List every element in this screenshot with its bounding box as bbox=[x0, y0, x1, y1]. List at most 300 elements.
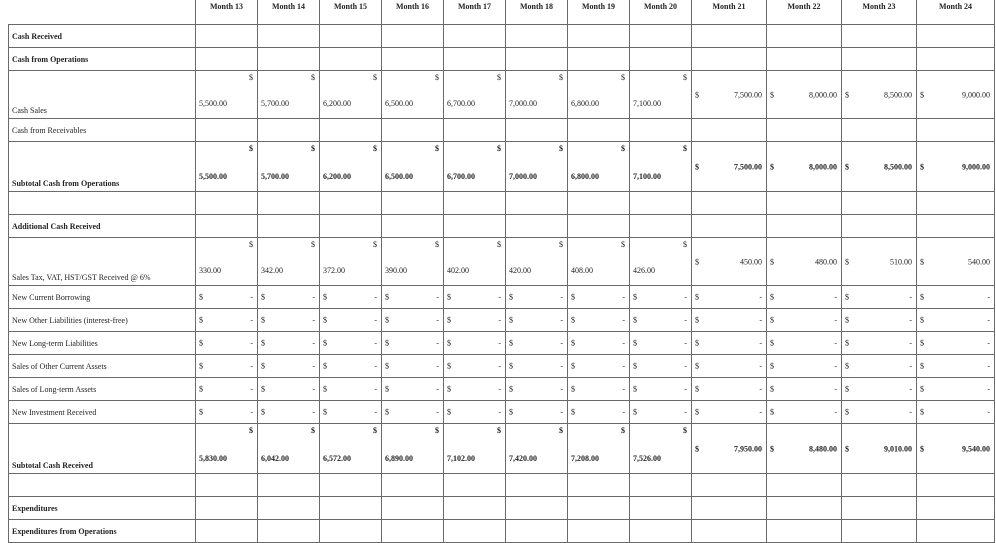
dash-value: - bbox=[312, 315, 315, 325]
dash-value: - bbox=[250, 338, 253, 348]
currency-symbol: $ bbox=[845, 315, 849, 325]
money-cell bbox=[692, 309, 767, 332]
dash-value: - bbox=[374, 384, 377, 394]
currency-symbol: $ bbox=[199, 338, 203, 348]
dash-value: - bbox=[759, 315, 762, 325]
money-cell bbox=[842, 71, 917, 119]
currency-symbol: $ bbox=[385, 315, 389, 325]
empty-cell bbox=[692, 192, 767, 215]
dash-value: - bbox=[622, 384, 625, 394]
expenditures-label: Expenditures bbox=[9, 497, 196, 520]
dash-value: - bbox=[560, 338, 563, 348]
month-header: Month 20 bbox=[630, 0, 692, 25]
empty-cell bbox=[506, 48, 568, 71]
currency-symbol: $ bbox=[571, 338, 575, 348]
table-row bbox=[9, 424, 995, 474]
empty-cell bbox=[767, 215, 842, 238]
dash-value: - bbox=[834, 315, 837, 325]
currency-symbol: $ bbox=[261, 361, 265, 371]
currency-symbol: $ bbox=[920, 162, 924, 171]
money-cell bbox=[842, 424, 917, 474]
dash-value: - bbox=[987, 315, 990, 325]
additional-cash-received-label: Additional Cash Received bbox=[9, 215, 196, 238]
empty-cell bbox=[9, 474, 196, 497]
amount-value: 390.00 bbox=[385, 266, 407, 275]
money-cell bbox=[506, 286, 568, 309]
amount-value: 7,500.00 bbox=[734, 162, 762, 171]
dash-value: - bbox=[987, 338, 990, 348]
currency-symbol: $ bbox=[571, 407, 575, 417]
money-cell bbox=[917, 286, 995, 309]
amount-value: 5,500.00 bbox=[199, 99, 227, 108]
empty-cell bbox=[568, 520, 630, 543]
dash-value: - bbox=[436, 407, 439, 417]
currency-symbol: $ bbox=[385, 384, 389, 394]
dash-value: - bbox=[312, 407, 315, 417]
dash-value: - bbox=[909, 338, 912, 348]
empty-cell bbox=[196, 119, 258, 142]
cash-from-operations-label: Cash from Operations bbox=[9, 48, 196, 71]
spacer-row bbox=[9, 474, 995, 497]
money-cell bbox=[692, 355, 767, 378]
empty-cell bbox=[692, 48, 767, 71]
money-cell bbox=[382, 424, 444, 474]
empty-cell bbox=[258, 192, 320, 215]
dash-value: - bbox=[250, 407, 253, 417]
currency-symbol: $ bbox=[435, 426, 439, 435]
currency-symbol: $ bbox=[559, 426, 563, 435]
empty-cell bbox=[506, 192, 568, 215]
empty-cell bbox=[382, 474, 444, 497]
dash-value: - bbox=[909, 315, 912, 325]
money-cell bbox=[842, 401, 917, 424]
month-header: Month 23 bbox=[842, 0, 917, 25]
money-cell bbox=[258, 71, 320, 119]
currency-symbol: $ bbox=[373, 426, 377, 435]
month-header: Month 21 bbox=[692, 0, 767, 25]
additional-cash-received-row bbox=[9, 215, 995, 238]
currency-symbol: $ bbox=[633, 407, 637, 417]
dash-value: - bbox=[834, 384, 837, 394]
month-header: Month 22 bbox=[767, 0, 842, 25]
dash-value: - bbox=[498, 361, 501, 371]
empty-cell bbox=[444, 497, 506, 520]
currency-symbol: $ bbox=[633, 361, 637, 371]
money-cell bbox=[196, 355, 258, 378]
money-cell bbox=[258, 378, 320, 401]
empty-cell bbox=[842, 48, 917, 71]
cash-received-label: Cash Received bbox=[9, 25, 196, 48]
empty-cell bbox=[917, 215, 995, 238]
cash-sales-label: Cash Sales bbox=[9, 71, 196, 119]
dash-value: - bbox=[759, 407, 762, 417]
money-cell bbox=[767, 355, 842, 378]
amount-value: 7,208.00 bbox=[571, 454, 599, 463]
currency-symbol: $ bbox=[447, 384, 451, 394]
table-row bbox=[9, 286, 995, 309]
currency-symbol: $ bbox=[695, 407, 699, 417]
money-cell bbox=[258, 142, 320, 192]
currency-symbol: $ bbox=[683, 240, 687, 249]
dash-value: - bbox=[436, 292, 439, 302]
currency-symbol: $ bbox=[311, 426, 315, 435]
currency-symbol: $ bbox=[249, 240, 253, 249]
dash-value: - bbox=[909, 407, 912, 417]
money-cell bbox=[767, 332, 842, 355]
currency-symbol: $ bbox=[621, 426, 625, 435]
currency-symbol: $ bbox=[249, 144, 253, 153]
currency-symbol: $ bbox=[323, 315, 327, 325]
empty-cell bbox=[917, 520, 995, 543]
empty-cell bbox=[692, 215, 767, 238]
amount-value: 450.00 bbox=[740, 257, 762, 266]
currency-symbol: $ bbox=[920, 361, 924, 371]
money-cell bbox=[568, 378, 630, 401]
money-cell bbox=[568, 238, 630, 286]
sales-tax-label: Sales Tax, VAT, HST/GST Received @ 6% bbox=[9, 238, 196, 286]
empty-cell bbox=[506, 497, 568, 520]
currency-symbol: $ bbox=[323, 292, 327, 302]
empty-cell bbox=[767, 48, 842, 71]
currency-symbol: $ bbox=[249, 426, 253, 435]
new-investment-received-label: New Investment Received bbox=[9, 401, 196, 424]
currency-symbol: $ bbox=[683, 426, 687, 435]
cash-from-operations-row bbox=[9, 48, 995, 71]
empty-cell bbox=[630, 25, 692, 48]
currency-symbol: $ bbox=[845, 162, 849, 171]
money-cell bbox=[320, 309, 382, 332]
money-cell bbox=[382, 309, 444, 332]
currency-symbol: $ bbox=[633, 315, 637, 325]
currency-symbol: $ bbox=[373, 240, 377, 249]
money-cell bbox=[917, 401, 995, 424]
amount-value: 5,700.00 bbox=[261, 172, 289, 181]
currency-symbol: $ bbox=[571, 292, 575, 302]
currency-symbol: $ bbox=[571, 361, 575, 371]
currency-symbol: $ bbox=[373, 73, 377, 82]
table-row bbox=[9, 378, 995, 401]
money-cell bbox=[917, 238, 995, 286]
amount-value: 9,010.00 bbox=[884, 444, 912, 453]
money-cell bbox=[767, 378, 842, 401]
currency-symbol: $ bbox=[447, 292, 451, 302]
currency-symbol: $ bbox=[447, 361, 451, 371]
table-row bbox=[9, 309, 995, 332]
money-cell bbox=[692, 332, 767, 355]
empty-cell bbox=[444, 119, 506, 142]
table-row bbox=[9, 401, 995, 424]
money-cell bbox=[258, 424, 320, 474]
currency-symbol: $ bbox=[199, 361, 203, 371]
dash-value: - bbox=[498, 338, 501, 348]
empty-cell bbox=[506, 119, 568, 142]
currency-symbol: $ bbox=[249, 73, 253, 82]
dash-value: - bbox=[374, 407, 377, 417]
amount-value: 8,480.00 bbox=[809, 444, 837, 453]
empty-cell bbox=[196, 497, 258, 520]
money-cell bbox=[917, 332, 995, 355]
amount-value: 5,700.00 bbox=[261, 99, 289, 108]
dash-value: - bbox=[498, 292, 501, 302]
currency-symbol: $ bbox=[199, 384, 203, 394]
dash-value: - bbox=[987, 407, 990, 417]
currency-symbol: $ bbox=[385, 292, 389, 302]
empty-cell bbox=[917, 474, 995, 497]
currency-symbol: $ bbox=[509, 384, 513, 394]
money-cell bbox=[506, 71, 568, 119]
empty-cell bbox=[842, 215, 917, 238]
empty-cell bbox=[258, 474, 320, 497]
amount-value: 420.00 bbox=[509, 266, 531, 275]
empty-cell bbox=[382, 25, 444, 48]
empty-cell bbox=[917, 192, 995, 215]
amount-value: 372.00 bbox=[323, 266, 345, 275]
empty-cell bbox=[630, 520, 692, 543]
money-cell bbox=[444, 309, 506, 332]
money-cell bbox=[692, 286, 767, 309]
currency-symbol: $ bbox=[385, 407, 389, 417]
empty-cell bbox=[568, 48, 630, 71]
money-cell bbox=[917, 355, 995, 378]
empty-cell bbox=[9, 192, 196, 215]
money-cell bbox=[842, 142, 917, 192]
money-cell bbox=[842, 332, 917, 355]
money-cell bbox=[917, 71, 995, 119]
money-cell bbox=[506, 424, 568, 474]
empty-cell bbox=[568, 497, 630, 520]
currency-symbol: $ bbox=[695, 162, 699, 171]
empty-cell bbox=[842, 192, 917, 215]
currency-symbol: $ bbox=[435, 144, 439, 153]
currency-symbol: $ bbox=[323, 338, 327, 348]
dash-value: - bbox=[560, 407, 563, 417]
money-cell bbox=[382, 286, 444, 309]
currency-symbol: $ bbox=[920, 338, 924, 348]
expenditures-from-operations-label: Expenditures from Operations bbox=[9, 520, 196, 543]
currency-symbol: $ bbox=[845, 257, 849, 266]
amount-value: 9,000.00 bbox=[962, 90, 990, 99]
cash-from-receivables-row bbox=[9, 119, 995, 142]
empty-cell bbox=[767, 520, 842, 543]
money-cell bbox=[568, 286, 630, 309]
money-cell bbox=[767, 286, 842, 309]
money-cell bbox=[320, 238, 382, 286]
money-cell bbox=[320, 142, 382, 192]
month-header: Month 14 bbox=[258, 0, 320, 25]
currency-symbol: $ bbox=[845, 361, 849, 371]
currency-symbol: $ bbox=[261, 315, 265, 325]
money-cell bbox=[630, 309, 692, 332]
currency-symbol: $ bbox=[323, 407, 327, 417]
dash-value: - bbox=[250, 292, 253, 302]
currency-symbol: $ bbox=[845, 384, 849, 394]
currency-symbol: $ bbox=[497, 240, 501, 249]
currency-symbol: $ bbox=[447, 315, 451, 325]
amount-value: 7,000.00 bbox=[509, 172, 537, 181]
currency-symbol: $ bbox=[920, 444, 924, 453]
money-cell bbox=[444, 238, 506, 286]
money-cell bbox=[506, 332, 568, 355]
amount-value: 408.00 bbox=[571, 266, 593, 275]
dash-value: - bbox=[560, 292, 563, 302]
money-cell bbox=[196, 71, 258, 119]
money-cell bbox=[767, 238, 842, 286]
corner-cell bbox=[9, 0, 196, 25]
empty-cell bbox=[630, 474, 692, 497]
dash-value: - bbox=[909, 384, 912, 394]
money-cell bbox=[692, 401, 767, 424]
currency-symbol: $ bbox=[373, 144, 377, 153]
dash-value: - bbox=[759, 384, 762, 394]
currency-symbol: $ bbox=[695, 90, 699, 99]
currency-symbol: $ bbox=[920, 315, 924, 325]
currency-symbol: $ bbox=[509, 292, 513, 302]
empty-cell bbox=[767, 119, 842, 142]
dash-value: - bbox=[834, 407, 837, 417]
currency-symbol: $ bbox=[621, 73, 625, 82]
empty-cell bbox=[692, 474, 767, 497]
amount-value: 7,102.00 bbox=[447, 454, 475, 463]
empty-cell bbox=[444, 48, 506, 71]
money-cell bbox=[917, 142, 995, 192]
month-header: Month 18 bbox=[506, 0, 568, 25]
currency-symbol: $ bbox=[920, 384, 924, 394]
amount-value: 6,572.00 bbox=[323, 454, 351, 463]
dash-value: - bbox=[834, 292, 837, 302]
money-cell bbox=[382, 71, 444, 119]
money-cell bbox=[382, 142, 444, 192]
empty-cell bbox=[196, 192, 258, 215]
amount-value: 7,100.00 bbox=[633, 99, 661, 108]
money-cell bbox=[258, 238, 320, 286]
money-cell bbox=[444, 286, 506, 309]
empty-cell bbox=[767, 192, 842, 215]
amount-value: 5,830.00 bbox=[199, 454, 227, 463]
money-cell bbox=[917, 378, 995, 401]
amount-value: 9,000.00 bbox=[962, 162, 990, 171]
currency-symbol: $ bbox=[559, 144, 563, 153]
empty-cell bbox=[630, 119, 692, 142]
currency-symbol: $ bbox=[845, 444, 849, 453]
currency-symbol: $ bbox=[435, 240, 439, 249]
money-cell bbox=[692, 71, 767, 119]
currency-symbol: $ bbox=[920, 90, 924, 99]
empty-cell bbox=[842, 119, 917, 142]
amount-value: 7,950.00 bbox=[734, 444, 762, 453]
empty-cell bbox=[506, 25, 568, 48]
money-cell bbox=[444, 71, 506, 119]
currency-symbol: $ bbox=[695, 292, 699, 302]
amount-value: 6,200.00 bbox=[323, 172, 351, 181]
currency-symbol: $ bbox=[920, 292, 924, 302]
currency-symbol: $ bbox=[770, 407, 774, 417]
empty-cell bbox=[382, 192, 444, 215]
currency-symbol: $ bbox=[323, 384, 327, 394]
money-cell bbox=[630, 355, 692, 378]
amount-value: 6,700.00 bbox=[447, 99, 475, 108]
currency-symbol: $ bbox=[497, 144, 501, 153]
empty-cell bbox=[444, 215, 506, 238]
money-cell bbox=[767, 142, 842, 192]
empty-cell bbox=[258, 48, 320, 71]
currency-symbol: $ bbox=[621, 144, 625, 153]
currency-symbol: $ bbox=[683, 144, 687, 153]
money-cell bbox=[320, 378, 382, 401]
money-cell bbox=[917, 309, 995, 332]
dash-value: - bbox=[250, 361, 253, 371]
dash-value: - bbox=[498, 384, 501, 394]
money-cell bbox=[630, 238, 692, 286]
money-cell bbox=[630, 378, 692, 401]
empty-cell bbox=[320, 474, 382, 497]
money-cell bbox=[568, 355, 630, 378]
amount-value: 330.00 bbox=[199, 266, 221, 275]
empty-cell bbox=[196, 48, 258, 71]
money-cell bbox=[258, 309, 320, 332]
empty-cell bbox=[568, 25, 630, 48]
money-cell bbox=[506, 142, 568, 192]
empty-cell bbox=[320, 25, 382, 48]
empty-cell bbox=[692, 119, 767, 142]
empty-cell bbox=[196, 474, 258, 497]
money-cell bbox=[382, 401, 444, 424]
empty-cell bbox=[568, 474, 630, 497]
expenditures-from-operations-row bbox=[9, 520, 995, 543]
money-cell bbox=[382, 355, 444, 378]
empty-cell bbox=[320, 119, 382, 142]
amount-value: 6,800.00 bbox=[571, 99, 599, 108]
month-header: Month 17 bbox=[444, 0, 506, 25]
empty-cell bbox=[382, 48, 444, 71]
money-cell bbox=[196, 401, 258, 424]
month-header: Month 24 bbox=[917, 0, 995, 25]
amount-value: 7,100.00 bbox=[633, 172, 661, 181]
currency-symbol: $ bbox=[845, 292, 849, 302]
currency-symbol: $ bbox=[621, 240, 625, 249]
money-cell bbox=[630, 71, 692, 119]
amount-value: 6,500.00 bbox=[385, 172, 413, 181]
empty-cell bbox=[506, 215, 568, 238]
currency-symbol: $ bbox=[770, 444, 774, 453]
amount-value: 6,700.00 bbox=[447, 172, 475, 181]
amount-value: 510.00 bbox=[890, 257, 912, 266]
currency-symbol: $ bbox=[199, 407, 203, 417]
amount-value: 9,540.00 bbox=[962, 444, 990, 453]
dash-value: - bbox=[436, 315, 439, 325]
amount-value: 8,500.00 bbox=[884, 162, 912, 171]
empty-cell bbox=[917, 48, 995, 71]
table-row bbox=[9, 238, 995, 286]
money-cell bbox=[630, 401, 692, 424]
spacer-row bbox=[9, 192, 995, 215]
dash-value: - bbox=[498, 407, 501, 417]
currency-symbol: $ bbox=[920, 407, 924, 417]
currency-symbol: $ bbox=[311, 73, 315, 82]
currency-symbol: $ bbox=[311, 144, 315, 153]
currency-symbol: $ bbox=[261, 292, 265, 302]
money-cell bbox=[842, 238, 917, 286]
empty-cell bbox=[630, 192, 692, 215]
empty-cell bbox=[196, 25, 258, 48]
cash-from-receivables-label: Cash from Receivables bbox=[9, 119, 196, 142]
dash-value: - bbox=[684, 407, 687, 417]
currency-symbol: $ bbox=[199, 292, 203, 302]
currency-symbol: $ bbox=[695, 315, 699, 325]
currency-symbol: $ bbox=[497, 73, 501, 82]
dash-value: - bbox=[250, 384, 253, 394]
amount-value: 7,420.00 bbox=[509, 454, 537, 463]
empty-cell bbox=[258, 497, 320, 520]
